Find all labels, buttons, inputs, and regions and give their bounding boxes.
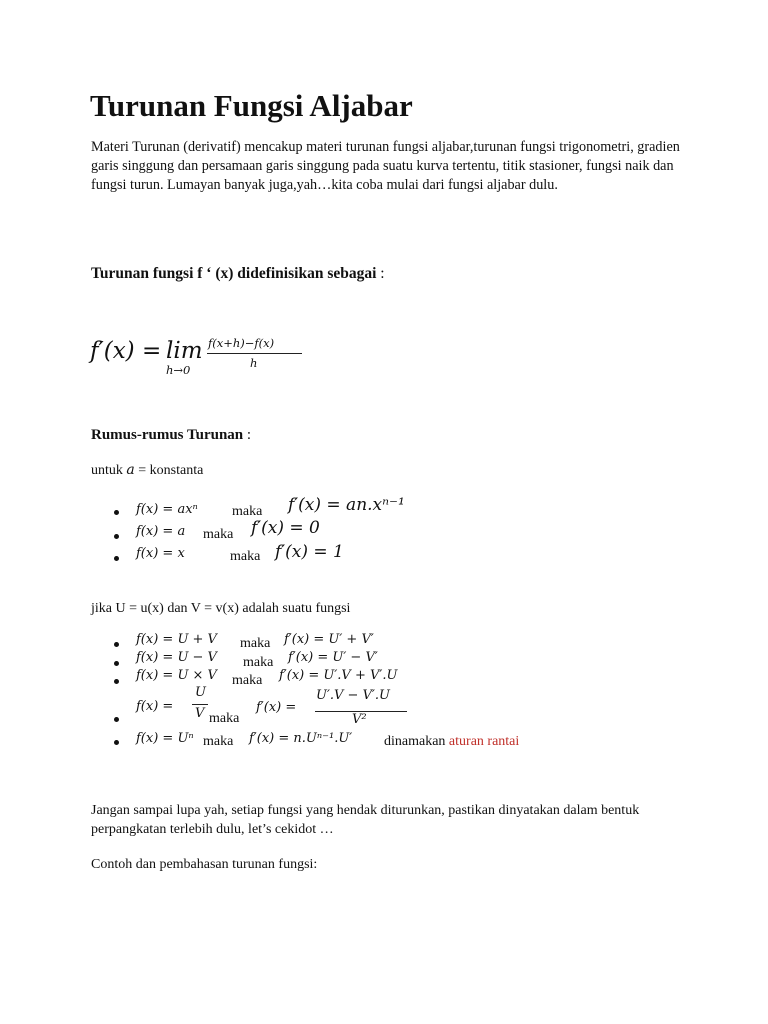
- limit-denominator: h: [250, 356, 258, 370]
- konstanta-line: [91, 462, 203, 479]
- jika-line: jika U = u(x) dan V = v(x) adalah suatu fungsi: [91, 601, 351, 616]
- limit-subscript: h→0: [166, 363, 191, 377]
- formula-derivative: f′(x) = an.xⁿ⁻¹: [288, 495, 405, 515]
- definition-heading-colon: :: [376, 265, 385, 282]
- formula-derivative: f′(x) = U′.V + V′.U: [279, 668, 398, 683]
- formula-derivative: f′(x) = 0: [251, 518, 320, 538]
- maka-label: maka: [232, 673, 263, 688]
- aturan-rantai-note: [384, 734, 519, 750]
- maka-label: maka: [243, 655, 274, 670]
- formula-f-lhs: f(x) =: [136, 699, 174, 714]
- bullet: [114, 717, 119, 722]
- maka-label: maka: [230, 549, 261, 564]
- contoh-line: Contoh dan pembahasan turunan fungsi:: [91, 857, 318, 872]
- note-text: dinamakan: [384, 734, 449, 749]
- limit-numerator: f(x+h)−f(x): [208, 336, 275, 350]
- rumus-heading: [91, 427, 251, 444]
- konstanta-prefix: untuk: [91, 463, 127, 478]
- maka-label: maka: [240, 636, 271, 651]
- formula-f-numerator: U: [195, 685, 206, 700]
- formula-derivative: f′(x) = U′ + V′: [284, 632, 374, 647]
- formula-f: f(x) = axⁿ: [136, 502, 198, 517]
- formula-derivative-lhs: f′(x) =: [256, 700, 297, 715]
- formula-f: f(x) = U × V: [136, 668, 217, 683]
- outro-paragraph: Jangan sampai lupa yah, setiap fungsi yang hendak diturunkan, pastikan dinyatakan dalam bentuk perpangkatan terlebih dulu, let’s cekidot …: [91, 803, 640, 837]
- formula-f: f(x) = U − V: [136, 650, 217, 665]
- definition-heading-text: Turunan fungsi f ‘ (x) didefinisikan sebagai: [91, 265, 377, 282]
- bullet: [114, 642, 119, 647]
- note-highlight: aturan rantai: [448, 734, 520, 749]
- rumus-heading-colon: :: [243, 427, 252, 443]
- limit-operator: lim: [166, 338, 203, 364]
- formula-derivative-denominator: V²: [352, 712, 367, 727]
- formula-derivative-numerator: U′.V − V′.U: [316, 688, 391, 703]
- formula-f: f(x) = U + V: [136, 632, 217, 647]
- konstanta-var: a: [126, 462, 135, 478]
- rumus-heading-text: Rumus-rumus Turunan: [91, 427, 244, 443]
- formula-derivative: f′(x) = n.Uⁿ⁻¹.U′: [249, 731, 353, 746]
- maka-label: maka: [203, 734, 234, 749]
- bullet: [114, 556, 119, 561]
- bullet: [114, 679, 119, 684]
- limit-fraction-bar: [207, 353, 302, 354]
- intro-paragraph: Materi Turunan (derivatif) mencakup materi turunan fungsi aljabar,turunan fungsi trigonometri, gradien garis singgung dan persamaan garis singgung pada suatu kurva tertentu, titik stasioner, fungsi naik dan fungsi turun. Lumayan banyak juga,yah…kita coba mulai dari fungsi aljabar dulu.: [91, 139, 680, 193]
- formula-f: f(x) = a: [136, 524, 186, 539]
- formula-f: f(x) = Uⁿ: [136, 731, 194, 746]
- page-title: Turunan Fungsi Aljabar: [90, 88, 413, 123]
- f-fraction-bar: [192, 704, 208, 705]
- konstanta-suffix: = konstanta: [134, 463, 204, 478]
- bullet: [114, 661, 119, 666]
- formula-f: f(x) = x: [136, 546, 185, 561]
- maka-label: maka: [209, 711, 240, 726]
- maka-label: maka: [232, 504, 263, 519]
- definition-heading: [91, 265, 385, 283]
- bullet: [114, 510, 119, 515]
- bullet: [114, 740, 119, 745]
- bullet: [114, 534, 119, 539]
- formula-f-denominator: V: [195, 706, 205, 721]
- maka-label: maka: [203, 527, 234, 542]
- formula-derivative: f′(x) = 1: [275, 542, 344, 562]
- formula-derivative: f′(x) = U′ − V′: [288, 650, 378, 665]
- limit-lhs: f′(x) =: [90, 338, 162, 364]
